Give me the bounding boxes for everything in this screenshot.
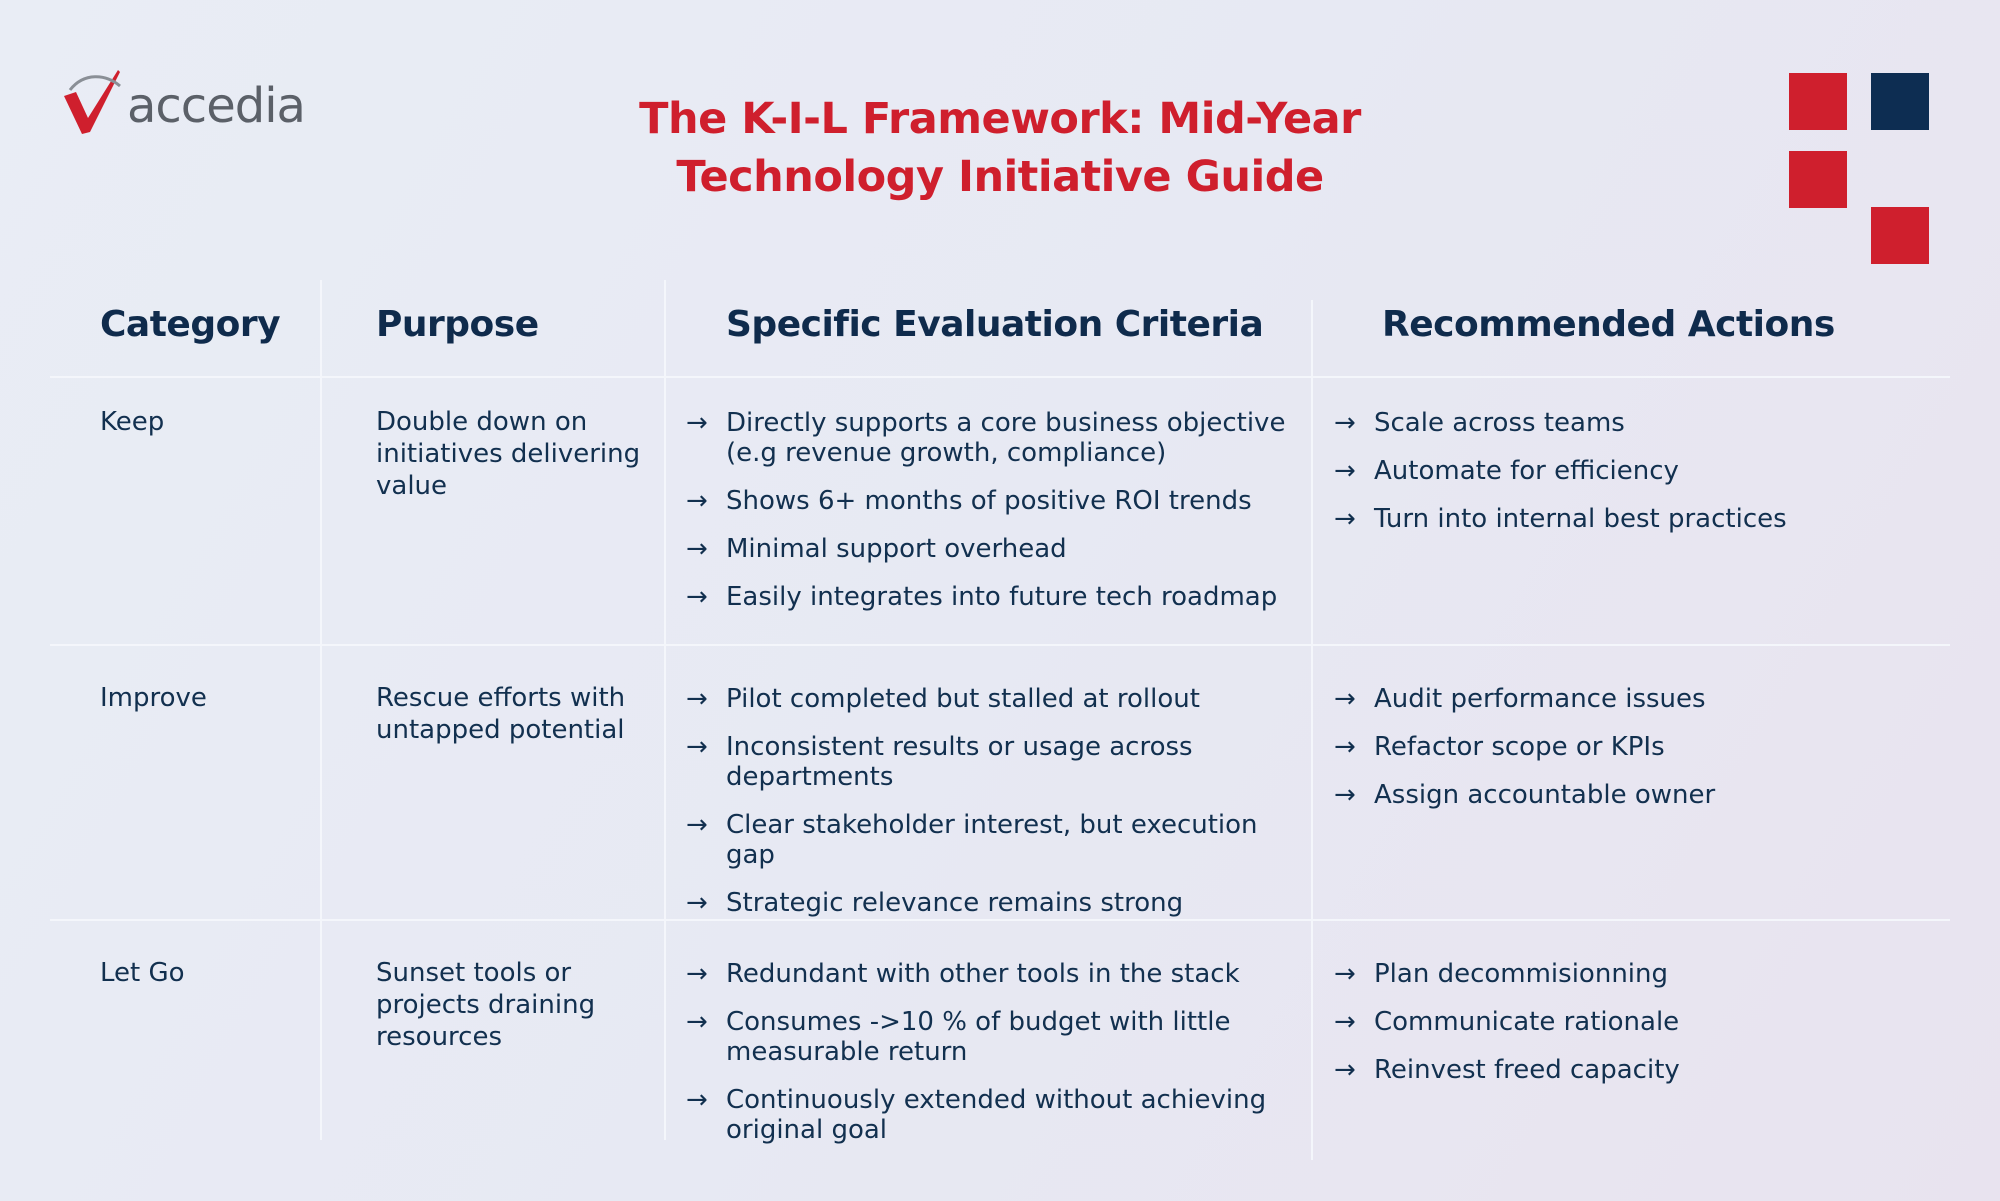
page-title	[560, 90, 1440, 206]
list-item: → Pilot completed but stalled at rollout	[686, 684, 1200, 714]
list-item: → Directly supports a core business objective (e.g revenue growth, compliance)	[686, 408, 1286, 468]
category-improve: Improve	[100, 683, 207, 713]
header-purpose: Purpose	[376, 304, 539, 345]
arrow-right-icon: →	[686, 684, 708, 714]
arrow-right-icon: →	[1334, 408, 1356, 438]
list-item: → Plan decommisionning	[1334, 959, 1668, 989]
list-item: → Minimal support overhead	[686, 534, 1067, 564]
list-item: → Redundant with other tools in the stack	[686, 959, 1240, 989]
list-item: → Consumes ->10 % of budget with little measurable return	[686, 1007, 1231, 1067]
checkmark-logo-icon	[62, 68, 124, 138]
arrow-right-icon: →	[1334, 732, 1356, 762]
list-item: → Shows 6+ months of positive ROI trends	[686, 486, 1252, 516]
actions-list-improve	[1334, 684, 1934, 828]
row-divider	[50, 644, 1950, 646]
list-item: → Communicate rationale	[1334, 1007, 1680, 1037]
purpose-let-go: Sunset tools or projects draining resources	[376, 958, 596, 1052]
arrow-right-icon: →	[1334, 684, 1356, 714]
decorative-square	[1789, 151, 1847, 208]
decorative-square	[1871, 207, 1929, 264]
actions-list-keep	[1334, 408, 1934, 552]
list-item: → Assign accountable owner	[1334, 780, 1716, 810]
arrow-right-icon: →	[686, 732, 708, 762]
purpose-improve: Rescue efforts with untapped potential	[376, 683, 626, 745]
list-item: → Refactor scope or KPIs	[1334, 732, 1665, 762]
criteria-list-let-go	[686, 959, 1296, 1163]
list-item: → Automate for efficiency	[1334, 456, 1679, 486]
arrow-right-icon: →	[686, 959, 708, 989]
arrow-right-icon: →	[686, 408, 708, 438]
column-divider	[320, 280, 322, 1140]
criteria-list-improve	[686, 684, 1296, 936]
row-divider	[50, 376, 1950, 378]
title-line-2: Technology Initiative Guide	[676, 152, 1324, 202]
arrow-right-icon: →	[1334, 959, 1356, 989]
list-item: → Easily integrates into future tech roadmap	[686, 582, 1278, 612]
actions-list-let-go	[1334, 959, 1934, 1103]
arrow-right-icon: →	[686, 810, 708, 840]
arrow-right-icon: →	[686, 1007, 708, 1037]
list-item: → Scale across teams	[1334, 408, 1625, 438]
header-criteria: Specific Evaluation Criteria	[726, 304, 1264, 345]
arrow-right-icon: →	[686, 486, 708, 516]
accedia-logo	[62, 68, 305, 138]
arrow-right-icon: →	[686, 582, 708, 612]
arrow-right-icon: →	[1334, 1007, 1356, 1037]
list-item: → Strategic relevance remains strong	[686, 888, 1184, 918]
decorative-square	[1789, 73, 1847, 130]
arrow-right-icon: →	[1334, 780, 1356, 810]
purpose-keep: Double down on initiatives delivering value	[376, 407, 641, 501]
arrow-right-icon: →	[686, 534, 708, 564]
header-category: Category	[100, 304, 281, 345]
category-keep: Keep	[100, 407, 165, 437]
arrow-right-icon: →	[1334, 456, 1356, 486]
list-item: → Turn into internal best practices	[1334, 504, 1787, 534]
title-line-1: The K-I-L Framework: Mid-Year	[639, 94, 1361, 144]
arrow-right-icon: →	[1334, 1055, 1356, 1085]
header-actions: Recommended Actions	[1382, 304, 1835, 345]
column-divider	[664, 280, 666, 1140]
brand-name: accedia	[127, 78, 305, 134]
column-divider	[1311, 300, 1313, 1160]
list-item: → Clear stakeholder interest, but execution gap	[686, 810, 1258, 870]
category-let-go: Let Go	[100, 958, 185, 988]
criteria-list-keep	[686, 408, 1296, 630]
list-item: → Continuously extended without achieving original goal	[686, 1085, 1267, 1145]
arrow-right-icon: →	[686, 1085, 708, 1115]
list-item: → Audit performance issues	[1334, 684, 1706, 714]
decorative-square	[1871, 73, 1929, 130]
list-item: → Inconsistent results or usage across departments	[686, 732, 1193, 792]
arrow-right-icon: →	[686, 888, 708, 918]
arrow-right-icon: →	[1334, 504, 1356, 534]
list-item: → Reinvest freed capacity	[1334, 1055, 1680, 1085]
